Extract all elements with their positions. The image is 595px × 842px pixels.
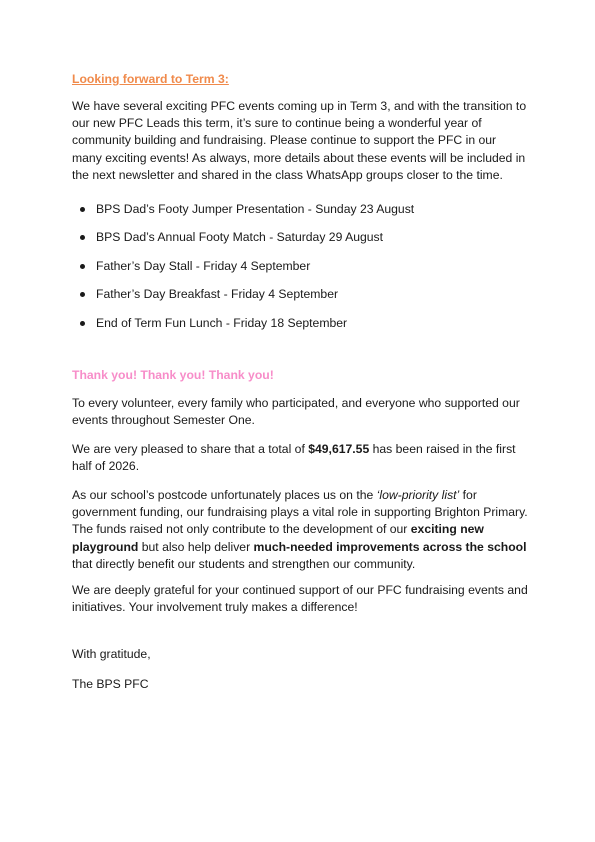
postcode-text-4: that directly benefit our students and strengthen our community. <box>72 556 416 571</box>
events-list <box>72 201 414 343</box>
postcode-text-3: but also help deliver <box>138 539 254 554</box>
term3-heading: Looking forward to Term 3: <box>72 72 229 86</box>
term3-intro-paragraph: We have several exciting PFC events coming up in Term 3, and with the transition to our new PFC Leads this term, it’s sure to continue being a wonderful year of community building and fundraising. Please continue to support the PFC in our many exciting events! As always, more details about these events will be included in the next newsletter and shared in the class WhatsApp groups closer to the time. <box>72 99 527 182</box>
list-item <box>72 286 414 314</box>
playground-highlight: exciting new playground <box>72 522 484 554</box>
improvements-highlight: much-needed improvements across the school <box>253 539 527 554</box>
grateful-paragraph: We are deeply grateful for your continued support of our PFC fundraising events and initiatives. Your involvement truly makes a difference! <box>72 583 528 615</box>
event-text: Father’s Day Breakfast - Friday 4 September <box>96 287 339 302</box>
event-text: BPS Dad’s Annual Footy Match - Saturday 29 August <box>96 230 384 245</box>
volunteers-paragraph: To every volunteer, every family who participated, and everyone who supported our events throughout Semester One. <box>72 396 520 428</box>
list-item <box>72 258 414 286</box>
thanks-heading: Thank you! Thank you! Thank you! <box>72 368 274 382</box>
bullet-icon <box>80 292 85 297</box>
bullet-icon <box>80 207 85 212</box>
event-text: BPS Dad’s Footy Jumper Presentation - Sunday 23 August <box>96 202 415 216</box>
event-text: Father’s Day Stall - Friday 4 September <box>96 258 311 273</box>
raised-amount: $49,617.55 <box>308 442 370 456</box>
bullet-icon <box>80 235 85 240</box>
bullet-icon <box>80 321 85 326</box>
postcode-text-1: As our school’s postcode unfortunately places us on the <box>72 488 377 502</box>
bullet-icon <box>80 264 85 269</box>
low-priority-list-text: ‘low-priority list’ <box>376 488 460 502</box>
postcode-paragraph <box>72 487 528 573</box>
signature-line: The BPS PFC <box>72 677 149 691</box>
list-item <box>72 315 414 343</box>
closing-line: With gratitude, <box>72 647 151 661</box>
raised-text-start: We are very pleased to share that a total of <box>72 442 309 456</box>
funds-raised-paragraph <box>72 441 528 475</box>
list-item <box>72 229 414 257</box>
raised-text-end: has been raised in the first half of 2026. <box>72 442 516 474</box>
list-item <box>72 201 414 229</box>
event-text: End of Term Fun Lunch - Friday 18 September <box>96 315 348 330</box>
postcode-text-2: for government funding, our fundraising plays a vital role in supporting Brighton Primary. The funds raised not only contribute to the development of our <box>72 488 528 537</box>
